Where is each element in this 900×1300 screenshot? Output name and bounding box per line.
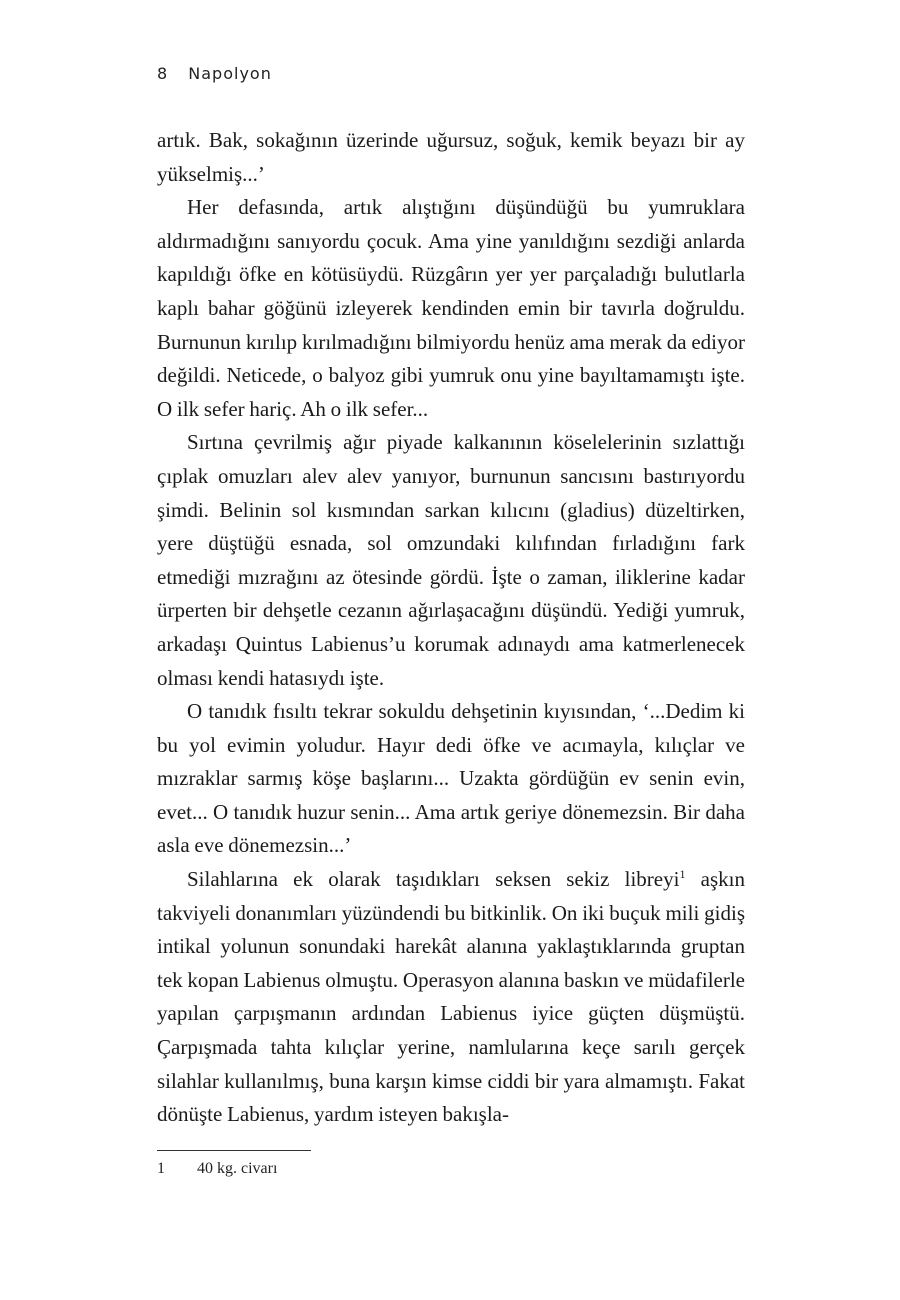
footnote-reference[interactable]: 1 xyxy=(679,867,686,882)
running-header xyxy=(157,64,272,83)
footnote-number: 1 xyxy=(157,1160,165,1177)
paragraph: Sırtına çevrilmiş ağır piyade kalkanının köselelerinin sızlattığı çıplak omuzları alev alev yanıyor, burnunun sancısını bastırıyordu şimdi. Belinin sol kısmından sarkan kılıcını (gladius) düzeltirken, yere düştüğü esnada, sol omzundaki kılıfından fırladığını fark etmediği mızrağını az ötesinde gördü. İşte o zaman, iliklerine kadar ürperten bir dehşetle cezanın ağırlaşacağını düşündü. Yediği yumruk, arkadaşı Quintus Labienus’u korumak adınaydı ama katmerlenecek olması kendi hatasıydı işte. xyxy=(157,430,745,690)
footnote-text: 40 kg. civarı xyxy=(197,1160,278,1177)
footnote-divider xyxy=(157,1150,311,1151)
paragraph: Her defasında, artık alıştığını düşündüğü bu yumruklara aldırmadığını sanıyordu çocuk. Ama yine yanıldığını sezdiği anlarda kapıldığı öfke en kötüsüydü. Rüzgârın yer yer parçaladığı bulutlarla kaplı bahar göğünü izleyerek kendinden emin bir tavırla doğruldu. Burnunun kırılıp kırılmadığını bilmiyordu henüz ama merak da ediyor değildi. Neticede, o balyoz gibi yumruk onu yine bayıltamamıştı işte. O ilk sefer hariç. Ah o ilk sefer... xyxy=(157,195,745,421)
body-text xyxy=(157,124,745,1132)
page-number: 8 xyxy=(157,64,169,83)
paragraph: O tanıdık fısıltı tekrar sokuldu dehşetinin kıyısından, ‘...Dedim ki bu yol evimin yoludur. Hayır dedi öfke ve acımayla, kılıçlar ve mızraklar sarmış köşe başlarını... Uzakta gördüğün ev senin evin, evet... O tanıdık huzur senin... Ama artık geriye dönemezsin. Bir daha asla eve dönemezsin...’ xyxy=(157,699,745,858)
footnote xyxy=(157,1160,277,1178)
paragraph: artık. Bak, sokağının üzerinde uğursuz, soğuk, kemik beyazı bir ay yükselmiş...’ xyxy=(157,128,745,186)
paragraph-text: Silahlarına ek olarak taşıdıkları seksen sekiz libreyi xyxy=(187,867,680,892)
running-title: Napolyon xyxy=(188,64,272,83)
paragraph xyxy=(157,863,745,1132)
paragraph-text: aşkın takviyeli donanımları yüzündendi bu bitkinlik. On iki buçuk mili gidiş intikal yolunun sonundaki harekât alanına yaklaştıklarında gruptan tek kopan Labienus olmuştu. Operasyon alanına baskın ve müdafilerle yapılan çarpışmanın ardından Labienus iyice güçten düşmüştü. Çarpışmada tahta kılıçlar yerine, namlularına keçe sarılı gerçek silahlar kullanılmış, buna karşın kimse ciddi bir yara almamıştı. Fakat dönüşte Labienus, yardım isteyen bakışla- xyxy=(157,867,746,1127)
